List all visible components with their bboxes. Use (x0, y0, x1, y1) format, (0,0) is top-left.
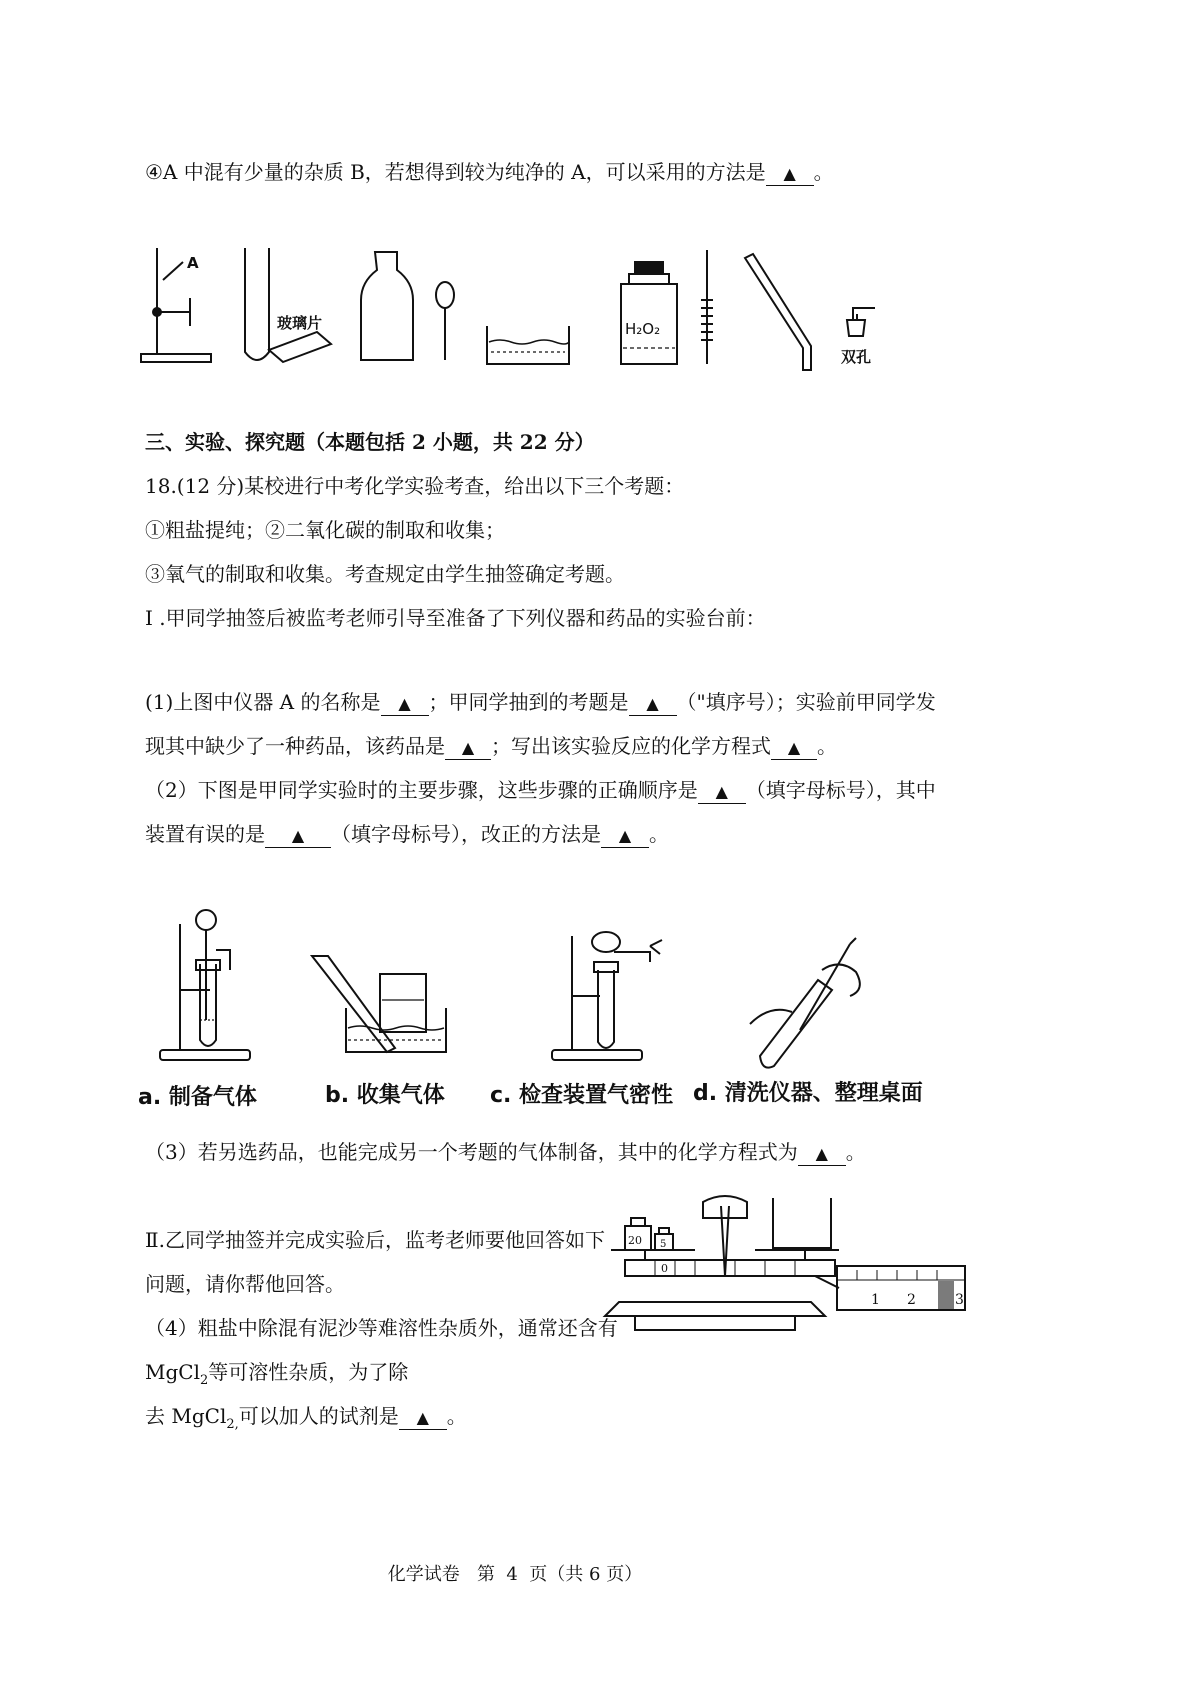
blank-mark: ▲ (646, 694, 659, 713)
punct: 。 (813, 160, 834, 184)
label-a: A (187, 254, 199, 272)
trough-drawing (487, 326, 569, 364)
q18-part-i: I .甲同学抽签后被监考老师引导至准备了下列仪器和药品的实验台前： (145, 606, 766, 630)
formula-subscript: 2, (226, 1417, 239, 1432)
text: 等可溶性杂质，为了除 (208, 1360, 409, 1384)
text: 去 MgCl (145, 1404, 227, 1428)
iron-stand-drawing (141, 248, 211, 362)
answer-blank[interactable] (698, 779, 746, 804)
text: （"填序号）；实验前甲同学发 (676, 690, 936, 714)
blank-mark: ▲ (783, 164, 796, 183)
step-a-caption: a. 制备气体 (138, 1085, 257, 1110)
glass-plate-drawing (269, 332, 331, 362)
q18-q1-line1 (145, 688, 936, 716)
q18-topics-line1: ①粗盐提纯；②二氧化碳的制取和收集； (145, 518, 505, 542)
q18-q4-line2 (145, 1358, 408, 1395)
gas-jar-drawing (361, 252, 413, 360)
reagent-bottle-drawing (621, 262, 677, 364)
text: （填字母标号），改正的方法是 (331, 822, 601, 846)
step-b-drawing (312, 956, 446, 1052)
q18-part-ii-line1: Ⅱ.乙同学抽签并完成实验后，监考老师要他回答如下 (145, 1228, 605, 1252)
blank-mark: ▲ (398, 694, 411, 713)
answer-blank[interactable] (771, 735, 817, 760)
test-tube-brush-drawing (701, 250, 713, 364)
test-tube-drawing (245, 248, 269, 360)
text: ；写出该实验反应的化学方程式 (491, 734, 771, 758)
text: 。 (817, 734, 837, 758)
answer-blank[interactable] (381, 691, 429, 716)
page-footer: 化学试卷 第 4 页（共 6 页） (387, 1564, 643, 1585)
text: （2）下图是甲同学实验时的主要步骤，这些步骤的正确顺序是 (145, 778, 698, 802)
dropper-drawing (436, 282, 454, 360)
beam-scale-0: 0 (661, 1262, 668, 1275)
q18-q2-line1 (145, 776, 936, 804)
text: （填字母标号），其中 (745, 778, 936, 802)
blank-mark: ▲ (715, 782, 728, 801)
step-d-drawing (750, 938, 860, 1068)
zoom-scale-1: 1 (871, 1292, 880, 1308)
q17-part4-text: ④A 中混有少量的杂质 B，若想得到较为纯净的 A，可以采用的方法是 (145, 160, 766, 184)
steps-figure (150, 900, 930, 1070)
step-a-drawing (160, 910, 250, 1060)
q18-part-ii-line2: 问题，请你帮他回答。 (145, 1272, 345, 1296)
q18-topics-line2: ③氧气的制取和收集。考查规定由学生抽签确定考题。 (145, 562, 625, 586)
balance-drawing (605, 1196, 965, 1330)
q18-intro: 18.(12 分)某校进行中考化学实验考查，给出以下三个考题： (145, 474, 685, 498)
text: 装置有误的是 (145, 822, 265, 846)
answer-blank[interactable] (798, 1141, 846, 1166)
step-d-caption: d. 清洗仪器、整理桌面 (693, 1081, 923, 1106)
section-title: 三、实验、探究题（本题包括 2 小题，共 22 分） (145, 430, 595, 454)
blank-mark: ▲ (461, 738, 475, 757)
label-double-hole: 双孔 (841, 348, 872, 366)
text: （3）若另选药品，也能完成另一个考题的气体制备，其中的化学方程式为 (145, 1140, 798, 1164)
text: 。 (446, 1404, 467, 1428)
step-c-caption: c. 检查装置气密性 (490, 1083, 674, 1108)
q18-q4-line1: （4）粗盐中除混有泥沙等难溶性杂质外，通常还含有 (145, 1316, 618, 1340)
text: 现其中缺少了一种药品，该药品是 (145, 734, 445, 758)
zoom-scale-3: 3 (955, 1292, 964, 1308)
answer-blank[interactable] (399, 1405, 447, 1430)
apparatus-figure (135, 240, 895, 370)
q17-part4 (145, 158, 834, 186)
answer-blank[interactable] (445, 735, 491, 760)
weight-20-label: 20 (628, 1234, 642, 1247)
step-c-drawing (552, 932, 662, 1060)
balance-figure (605, 1190, 975, 1340)
text: 可以加人的试剂是 (238, 1404, 399, 1428)
text: 。 (845, 1140, 866, 1164)
zoom-scale-2: 2 (907, 1292, 916, 1308)
text: 。 (649, 822, 669, 846)
text: ；甲同学抽到的考题是 (428, 690, 629, 714)
label-h2o2: H₂O₂ (625, 320, 661, 338)
q18-q1-line2 (145, 732, 837, 760)
step-b-caption: b. 收集气体 (325, 1083, 445, 1108)
answer-blank[interactable] (601, 823, 649, 848)
q18-q4-line3 (145, 1402, 467, 1439)
weight-5-label: 5 (660, 1239, 667, 1250)
formula: MgCl (145, 1360, 200, 1384)
q18-q2-line2 (145, 820, 669, 848)
text: (1)上图中仪器 A 的名称是 (145, 690, 381, 714)
two-hole-stopper-drawing (847, 308, 875, 336)
formula-subscript: 2 (199, 1373, 209, 1388)
delivery-tube-drawing (745, 254, 811, 370)
blank-mark: ▲ (815, 1144, 828, 1163)
q18-q3 (145, 1138, 866, 1166)
label-glass-plate: 玻璃片 (277, 314, 323, 332)
blank-mark: ▲ (787, 738, 801, 757)
answer-blank[interactable] (629, 691, 677, 716)
answer-blank[interactable] (766, 161, 814, 186)
blank-mark: ▲ (618, 826, 632, 845)
blank-mark: ▲ (416, 1408, 429, 1427)
answer-blank[interactable] (265, 823, 331, 848)
blank-mark: ▲ (291, 826, 305, 845)
